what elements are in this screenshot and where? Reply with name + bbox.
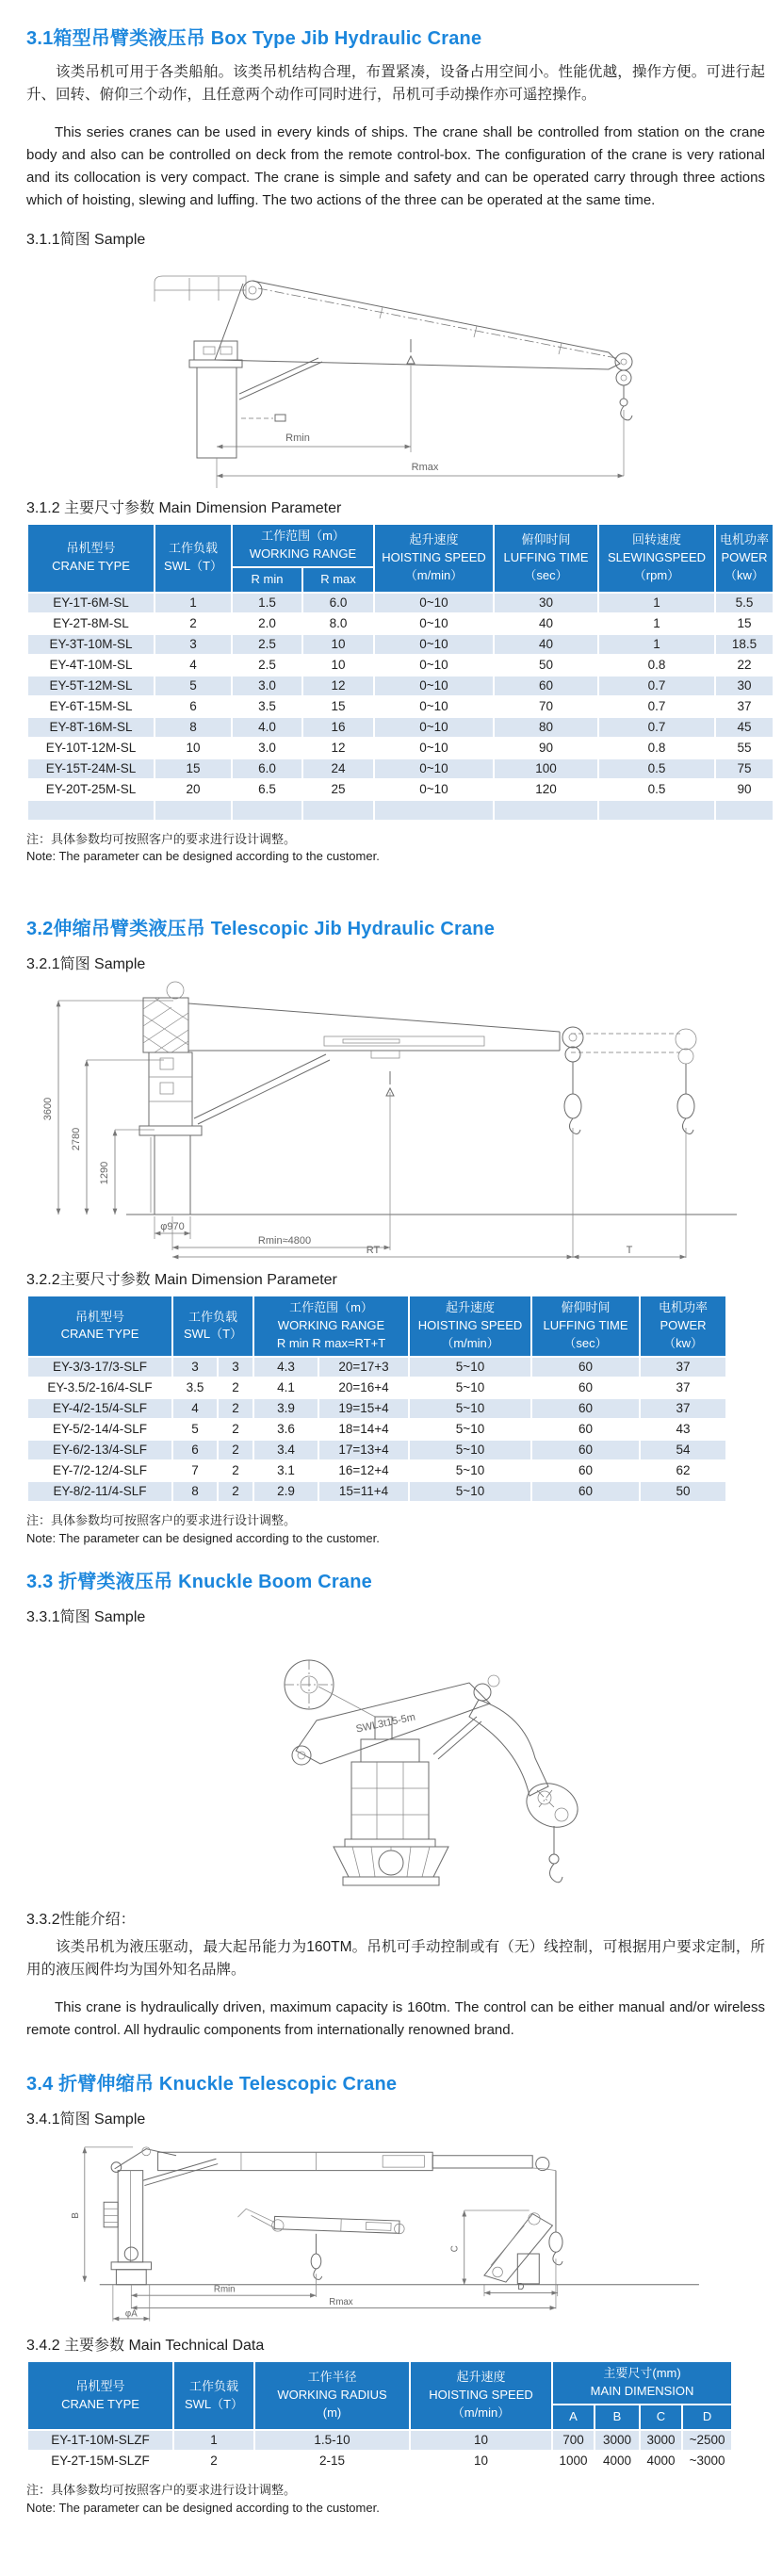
table-cell: 2 <box>218 1440 253 1460</box>
table-cell: 3 <box>172 1357 218 1378</box>
table-cell: 0~10 <box>374 634 494 655</box>
dim-label-2780: 2780 <box>71 1127 82 1151</box>
note-3-2: 注：具体参数均可按照客户的要求进行设计调整。 Note: The parameter can be designed according to the customer. <box>26 1512 380 1545</box>
col-header-hoisting-speed: 起升速度 HOISTING SPEED （m/min） <box>409 1296 531 1357</box>
table-cell: 0~10 <box>374 593 494 613</box>
table-cell: 5~10 <box>409 1357 531 1378</box>
note-3-1: 注：具体参数均可按照客户的要求进行设计调整。 Note: The parameter can be designed according to the customer. <box>26 831 380 864</box>
table-cell: 60 <box>531 1440 640 1460</box>
boom-swl-label: SWL3t15-5m <box>354 1711 417 1736</box>
col-header-swl: 工作负载 SWL（T） <box>155 524 232 593</box>
table-row <box>27 593 774 613</box>
col-header-working-range: 工作范围（m） WORKING RANGE <box>232 524 374 567</box>
table-cell: 3.0 <box>232 738 302 758</box>
section-3-2-title: 3.2伸缩吊臂类液压吊 Telescopic Jib Hydraulic Crane <box>26 919 496 940</box>
table-cell: 22 <box>715 655 774 676</box>
dim-label-rmin: Rmin <box>285 432 310 444</box>
table-cell: 8 <box>172 1481 218 1502</box>
table-cell: 30 <box>715 676 774 696</box>
table-cell: EY-1T-6M-SL <box>27 593 155 613</box>
table-row <box>27 779 774 800</box>
table-cell: 5 <box>155 676 232 696</box>
table-cell: EY-1T-10M-SLZF <box>27 2430 173 2451</box>
col-header-hoisting-speed: 起升速度 HOISTING SPEED （m/min） <box>410 2361 552 2430</box>
table-cell: EY-5/2-14/4-SLF <box>27 1419 172 1440</box>
table-cell: ~3000 <box>682 2451 732 2471</box>
table-cell <box>598 800 715 821</box>
table-cell: 16=12+4 <box>318 1460 409 1481</box>
table-cell: EY-3/3-17/3-SLF <box>27 1357 172 1378</box>
table-cell: 0.8 <box>598 738 715 758</box>
sample-label-3-2-1: 3.2.1简图 Sample <box>26 956 146 973</box>
table-cell: 1 <box>598 613 715 634</box>
dim-label-d: D <box>517 2282 525 2293</box>
col-header-power: 电机功率 POWER （kw） <box>640 1296 726 1357</box>
dim-label-rt: RT <box>366 1245 381 1257</box>
table-cell: EY-4/2-15/4-SLF <box>27 1398 172 1419</box>
table-cell: 30 <box>494 593 598 613</box>
knuckle-boom-crane-drawing <box>26 1630 765 1899</box>
table-cell: 60 <box>531 1481 640 1502</box>
table-cell: 90 <box>715 779 774 800</box>
table-row <box>27 655 774 676</box>
table-cell: 3 <box>218 1357 253 1378</box>
table-cell: 18=14+4 <box>318 1419 409 1440</box>
section-3-3-title: 3.3 折臂类液压吊 Knuckle Boom Crane <box>26 1572 372 1593</box>
col-header-luffing-time: 俯仰时间 LUFFING TIME （sec） <box>494 524 598 593</box>
table-cell: EY-5T-12M-SL <box>27 676 155 696</box>
col-header-swl: 工作负载 SWL（T） <box>173 2361 254 2430</box>
table-cell: 10 <box>155 738 232 758</box>
table-cell: 60 <box>531 1378 640 1398</box>
table-cell: 1 <box>598 634 715 655</box>
sub-header-rmin: R min <box>232 567 302 593</box>
table-cell: 6 <box>155 696 232 717</box>
dim-label-c: C <box>449 2245 461 2253</box>
dim-label-b: B <box>70 2212 81 2220</box>
table-cell: 37 <box>640 1398 726 1419</box>
table-cell: 5~10 <box>409 1481 531 1502</box>
table-body <box>27 2430 732 2471</box>
table-cell: 18.5 <box>715 634 774 655</box>
section-3-1-paragraph-cn: 该类吊机可用于各类船舶。该类吊机结构合理，布置紧凑，设备占用空间小。性能优越，操作方便。可进行起升、回转、俯仰三个动作，且任意两个动作可同时进行，吊机可手动操作亦可遥控操作。 <box>26 64 765 103</box>
table-cell: 4.3 <box>253 1357 318 1378</box>
table-cell: 10 <box>410 2430 552 2451</box>
table-cell: 2 <box>173 2451 254 2471</box>
table-cell: 1 <box>173 2430 254 2451</box>
table-cell: 40 <box>494 634 598 655</box>
sample-label-3-4-1: 3.4.1简图 Sample <box>26 2111 146 2128</box>
table-row <box>27 613 774 634</box>
table-cell: 24 <box>302 758 374 779</box>
dim-label-rmin: Rmin <box>213 2285 236 2296</box>
col-header-swl: 工作负载 SWL（T） <box>172 1296 253 1357</box>
table-row <box>27 2451 732 2471</box>
table-cell: 50 <box>640 1481 726 1502</box>
table-cell: 5.5 <box>715 593 774 613</box>
table-cell: 700 <box>552 2430 595 2451</box>
table-row <box>27 1440 726 1460</box>
table-cell: 37 <box>640 1357 726 1378</box>
dim-label-diaA: φA <box>124 2308 138 2320</box>
table-cell: 2 <box>218 1460 253 1481</box>
table-cell: 75 <box>715 758 774 779</box>
table-cell: 6.5 <box>232 779 302 800</box>
table-cell: 0.5 <box>598 758 715 779</box>
table-cell: 60 <box>531 1419 640 1440</box>
sub-header-rmax: R max <box>302 567 374 593</box>
table-cell: 5~10 <box>409 1460 531 1481</box>
table-cell: 2 <box>218 1398 253 1419</box>
table-cell: 55 <box>715 738 774 758</box>
table-cell: 0~10 <box>374 779 494 800</box>
dim-label-rmax: Rmax <box>411 462 439 473</box>
table-cell: ~2500 <box>682 2430 732 2451</box>
param-label-3-1-2: 3.1.2 主要尺寸参数 Main Dimension Parameter <box>26 500 342 516</box>
table-cell: 40 <box>494 613 598 634</box>
table-cell: 60 <box>531 1460 640 1481</box>
table-cell: 0.7 <box>598 696 715 717</box>
knuckle-telescopic-crane-drawing <box>26 2132 765 2325</box>
table-cell <box>494 800 598 821</box>
table-cell: 50 <box>494 655 598 676</box>
table-cell: 8 <box>155 717 232 738</box>
table-cell: 2.0 <box>232 613 302 634</box>
table-cell: 1 <box>155 593 232 613</box>
table-cell: 15 <box>155 758 232 779</box>
table-cell <box>232 800 302 821</box>
dim-label-dia970: φ970 <box>160 1221 185 1233</box>
table-cell: 16 <box>302 717 374 738</box>
table-cell: 20 <box>155 779 232 800</box>
table-cell: 10 <box>302 634 374 655</box>
table-cell: 0.8 <box>598 655 715 676</box>
table-cell: EY-3.5/2-16/4-SLF <box>27 1378 172 1398</box>
table-cell: EY-2T-8M-SL <box>27 613 155 634</box>
main-dimension-table-3-1 <box>26 523 774 822</box>
table-cell: EY-8T-16M-SL <box>27 717 155 738</box>
table-cell: 4.0 <box>232 717 302 738</box>
table-cell: 3.4 <box>253 1440 318 1460</box>
table-cell <box>302 800 374 821</box>
table-cell: 6.0 <box>232 758 302 779</box>
section-3-3-paragraph-cn: 该类吊机为液压驱动，最大起吊能力为160TM。吊机可手动控制或有（无）线控制，可根据用户要求定制，所用的液压阀件均为国外知名品牌。 <box>26 1939 765 1979</box>
table-cell: 4.1 <box>253 1378 318 1398</box>
col-header-working-radius: 工作半径 WORKING RADIUS (m) <box>254 2361 410 2430</box>
table-cell: 12 <box>302 738 374 758</box>
table-cell: 3.0 <box>232 676 302 696</box>
table-cell: 5~10 <box>409 1419 531 1440</box>
table-cell <box>715 800 774 821</box>
sub-header-d: D <box>682 2405 732 2430</box>
table-cell: EY-8/2-11/4-SLF <box>27 1481 172 1502</box>
table-cell: 4 <box>155 655 232 676</box>
col-header-crane-type: 吊机型号 CRANE TYPE <box>27 2361 173 2430</box>
table-cell: 2 <box>218 1481 253 1502</box>
table-cell: 0~10 <box>374 738 494 758</box>
table-row <box>27 800 774 821</box>
table-row <box>27 696 774 717</box>
table-cell: 60 <box>494 676 598 696</box>
section-3-4-title: 3.4 折臂伸缩吊 Knuckle Telescopic Crane <box>26 2074 398 2095</box>
table-cell: 37 <box>715 696 774 717</box>
table-cell: 43 <box>640 1419 726 1440</box>
col-header-main-dimension: 主要尺寸(mm) MAIN DIMENSION <box>552 2361 732 2405</box>
table-cell: 5 <box>172 1419 218 1440</box>
table-cell: 2.5 <box>232 655 302 676</box>
table-cell: 4000 <box>640 2451 682 2471</box>
table-cell: EY-20T-25M-SL <box>27 779 155 800</box>
table-cell: 0~10 <box>374 655 494 676</box>
section-3-1-title: 3.1箱型吊臂类液压吊 Box Type Jib Hydraulic Crane <box>26 28 482 49</box>
table-cell: 2 <box>218 1419 253 1440</box>
dim-label-rmin4800: Rmin≈4800 <box>257 1235 312 1247</box>
table-cell: EY-10T-12M-SL <box>27 738 155 758</box>
table-cell: 8.0 <box>302 613 374 634</box>
col-header-hoisting-speed: 起升速度 HOISTING SPEED （m/min） <box>374 524 494 593</box>
dim-label-1290: 1290 <box>99 1161 110 1185</box>
table-cell <box>155 800 232 821</box>
table-cell: 15=11+4 <box>318 1481 409 1502</box>
sub-header-b: B <box>595 2405 640 2430</box>
table-cell: 70 <box>494 696 598 717</box>
table-cell: 12 <box>302 676 374 696</box>
table-cell: EY-3T-10M-SL <box>27 634 155 655</box>
table-cell: 5~10 <box>409 1378 531 1398</box>
table-cell: 0~10 <box>374 717 494 738</box>
table-body <box>27 1357 726 1502</box>
table-cell: 0~10 <box>374 676 494 696</box>
table-cell: 0.7 <box>598 717 715 738</box>
table-cell: 3 <box>155 634 232 655</box>
table-cell: 60 <box>531 1398 640 1419</box>
sample-label-3-3-1: 3.3.1简图 Sample <box>26 1609 146 1626</box>
section-3-3-paragraph-en: This crane is hydraulically driven, maximum capacity is 160tm. The control can be either manual and/or wireless remote control. All hydraulic components from internationally renowned brand. <box>26 1999 765 2039</box>
table-cell: 19=15+4 <box>318 1398 409 1419</box>
table-cell: 45 <box>715 717 774 738</box>
table-cell: 4 <box>172 1398 218 1419</box>
table-row <box>27 2430 732 2451</box>
table-cell: 2.9 <box>253 1481 318 1502</box>
table-cell: 1000 <box>552 2451 595 2471</box>
table-row <box>27 1460 726 1481</box>
note-3-4: 注：具体参数均可按照客户的要求进行设计调整。 Note: The parameter can be designed according to the customer. <box>26 2482 380 2515</box>
table-cell: 3000 <box>640 2430 682 2451</box>
col-header-slewing-speed: 回转速度 SLEWINGSPEED （rpm） <box>598 524 715 593</box>
table-cell: EY-6T-15M-SL <box>27 696 155 717</box>
sub-header-a: A <box>552 2405 595 2430</box>
param-label-3-4-2: 3.4.2 主要参数 Main Technical Data <box>26 2338 265 2355</box>
table-row <box>27 1398 726 1419</box>
table-cell: 15 <box>715 613 774 634</box>
col-header-working-range: 工作范围（m） WORKING RANGE R min R max=RT+T <box>253 1296 409 1357</box>
box-jib-crane-drawing <box>26 253 765 488</box>
table-cell: 2 <box>155 613 232 634</box>
table-cell: 25 <box>302 779 374 800</box>
col-header-crane-type: 吊机型号 CRANE TYPE <box>27 1296 172 1357</box>
col-header-luffing-time: 俯仰时间 LUFFING TIME （sec） <box>531 1296 640 1357</box>
table-row <box>27 738 774 758</box>
table-body <box>27 593 774 821</box>
table-cell: 0.7 <box>598 676 715 696</box>
table-cell: 17=13+4 <box>318 1440 409 1460</box>
table-row <box>27 1378 726 1398</box>
table-cell: EY-15T-24M-SL <box>27 758 155 779</box>
table-cell: 3.6 <box>253 1419 318 1440</box>
table-cell: EY-6/2-13/4-SLF <box>27 1440 172 1460</box>
table-cell: 3.5 <box>232 696 302 717</box>
table-cell: 2-15 <box>254 2451 410 2471</box>
param-label-3-2-2: 3.2.2主要尺寸参数 Main Dimension Parameter <box>26 1272 337 1289</box>
table-cell: 15 <box>302 696 374 717</box>
table-cell: 60 <box>531 1357 640 1378</box>
dim-label-3600: 3600 <box>42 1097 54 1121</box>
table-cell: 7 <box>172 1460 218 1481</box>
table-cell: 0.5 <box>598 779 715 800</box>
table-cell: 80 <box>494 717 598 738</box>
main-dimension-table-3-2 <box>26 1295 727 1503</box>
table-cell: 10 <box>302 655 374 676</box>
table-cell: 20=16+4 <box>318 1378 409 1398</box>
table-cell: 3.9 <box>253 1398 318 1419</box>
sample-label-3-1-1: 3.1.1简图 Sample <box>26 232 146 248</box>
telescopic-jib-crane-drawing <box>26 977 765 1260</box>
table-cell: 0~10 <box>374 696 494 717</box>
table-cell: 5~10 <box>409 1398 531 1419</box>
table-cell: EY-7/2-12/4-SLF <box>27 1460 172 1481</box>
table-row <box>27 1419 726 1440</box>
table-cell: 3.1 <box>253 1460 318 1481</box>
table-cell: EY-4T-10M-SL <box>27 655 155 676</box>
table-cell: 3000 <box>595 2430 640 2451</box>
table-row <box>27 1481 726 1502</box>
section-3-1-paragraph-en: This series cranes can be used in every kinds of ships. The crane shall be controlled from station on the crane body and also can be controlled on deck from the remote control-box. The configuration of the crane is very rational and its collocation is very compact. The crane is simple and safety and can be operated carry through three actions which of hoisting, slewing and luffing. The two actions of the three can be operated at the same time. <box>26 124 765 208</box>
table-cell: 3.5 <box>172 1378 218 1398</box>
table-cell: 2 <box>218 1378 253 1398</box>
table-cell: 6 <box>172 1440 218 1460</box>
table-cell: 1.5-10 <box>254 2430 410 2451</box>
table-cell: 2.5 <box>232 634 302 655</box>
table-cell: 120 <box>494 779 598 800</box>
table-row <box>27 1357 726 1378</box>
table-row <box>27 634 774 655</box>
main-technical-data-table-3-4 <box>26 2360 733 2472</box>
table-cell: 90 <box>494 738 598 758</box>
table-cell: 5~10 <box>409 1440 531 1460</box>
table-cell <box>27 800 155 821</box>
table-cell: EY-2T-15M-SLZF <box>27 2451 173 2471</box>
table-row <box>27 758 774 779</box>
table-cell: 54 <box>640 1440 726 1460</box>
table-cell: 10 <box>410 2451 552 2471</box>
dim-label-rmax: Rmax <box>329 2297 353 2308</box>
table-cell: 4000 <box>595 2451 640 2471</box>
table-cell: 6.0 <box>302 593 374 613</box>
table-row <box>27 676 774 696</box>
dim-label-t: T <box>626 1245 633 1257</box>
table-row <box>27 717 774 738</box>
col-header-power: 电机功率 POWER （kw） <box>715 524 774 593</box>
sub-header-c: C <box>640 2405 682 2430</box>
table-cell: 62 <box>640 1460 726 1481</box>
table-cell: 37 <box>640 1378 726 1398</box>
col-header-crane-type: 吊机型号 CRANE TYPE <box>27 524 155 593</box>
table-cell <box>374 800 494 821</box>
table-cell: 0~10 <box>374 613 494 634</box>
table-cell: 0~10 <box>374 758 494 779</box>
table-cell: 1 <box>598 593 715 613</box>
perf-label-3-3-2: 3.3.2性能介绍： <box>26 1912 136 1929</box>
table-cell: 1.5 <box>232 593 302 613</box>
table-cell: 100 <box>494 758 598 779</box>
table-cell: 20=17+3 <box>318 1357 409 1378</box>
